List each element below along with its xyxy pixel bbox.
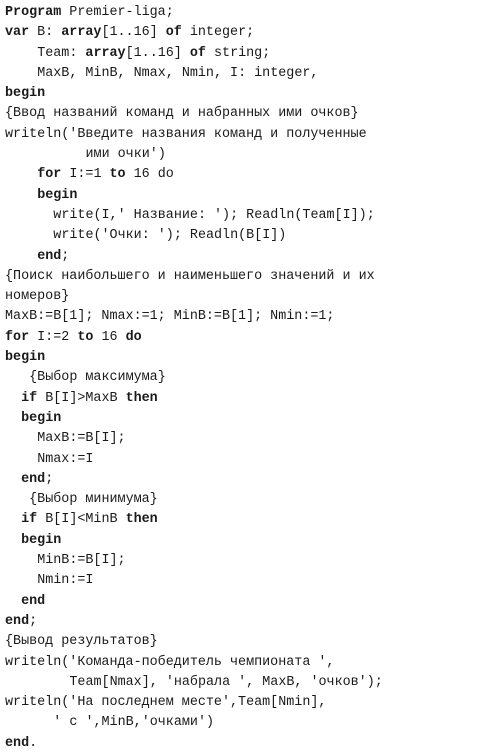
- code-line: [0, 510, 480, 530]
- code-text: MaxB:=B[I];: [37, 431, 126, 447]
- code-line: [0, 64, 480, 84]
- code-text: integer;: [181, 25, 255, 41]
- code-line: [0, 44, 480, 64]
- code-line: [0, 612, 480, 632]
- code-keyword: end: [37, 248, 62, 264]
- code-text: MaxB, MinB, Nmax, Nmin, I: integer,: [37, 65, 319, 81]
- code-line: [0, 693, 480, 713]
- code-text: [1..16]: [125, 45, 190, 61]
- code-keyword: end: [5, 735, 30, 751]
- code-line: [0, 734, 480, 754]
- code-line: [0, 632, 480, 652]
- code-text: write(I,' Название: '); Readln(Team[I]);: [53, 207, 375, 223]
- code-keyword: of: [189, 45, 206, 61]
- code-text: ;: [45, 471, 54, 487]
- code-keyword: Program: [5, 5, 62, 20]
- code-keyword: begin: [5, 86, 46, 102]
- code-line: [0, 125, 480, 145]
- code-text: MaxB:=B[1]; Nmax:=1; MinB:=B[1]; Nmin:=1;: [5, 309, 335, 325]
- code-line: [0, 571, 480, 591]
- code-keyword: to: [77, 329, 94, 345]
- code-text: {Выбор максимума}: [29, 370, 166, 386]
- code-keyword: end: [5, 613, 30, 629]
- code-keyword: of: [165, 25, 182, 41]
- code-text: Nmin:=I: [37, 573, 94, 589]
- code-text: .: [29, 735, 38, 751]
- code-text: [1..16]: [101, 25, 166, 41]
- code-text: номеров}: [5, 289, 70, 305]
- code-line: [0, 531, 480, 551]
- code-text: Team:: [37, 45, 86, 61]
- code-line: [0, 104, 480, 124]
- code-text: {Поиск наибольшего и наименьшего значений и их: [5, 268, 375, 284]
- code-line: [0, 673, 480, 693]
- code-text: ;: [61, 248, 70, 264]
- code-keyword: var: [5, 25, 30, 41]
- code-line: [0, 267, 480, 287]
- code-keyword: array: [61, 25, 102, 41]
- code-keyword: for: [37, 167, 62, 183]
- code-line: [0, 389, 480, 409]
- code-keyword: do: [125, 329, 142, 345]
- code-keyword: begin: [21, 532, 62, 548]
- code-line: [0, 23, 480, 43]
- code-text: {Вывод результатов}: [5, 634, 158, 650]
- code-keyword: begin: [37, 187, 78, 203]
- code-text: writeln('На последнем месте',Team[Nmin],: [5, 695, 327, 711]
- code-text: I:=2: [29, 329, 78, 345]
- code-line: [0, 247, 480, 267]
- code-line: [0, 592, 480, 612]
- code-line: [0, 713, 480, 733]
- code-text: Team[Nmax], 'набрала ', MaxB, 'очков');: [69, 674, 383, 690]
- code-text: ;: [29, 613, 38, 629]
- code-keyword: end: [21, 471, 46, 487]
- code-text: {Выбор минимума}: [29, 492, 158, 508]
- code-line: [0, 84, 480, 104]
- code-text: Nmax:=I: [37, 451, 94, 467]
- code-text: write('Очки: '); Readln(B[I]): [53, 228, 287, 244]
- code-keyword: to: [109, 167, 126, 183]
- code-line: [0, 490, 480, 510]
- code-keyword: array: [85, 45, 126, 61]
- code-line: [0, 145, 480, 165]
- code-line: [0, 348, 480, 368]
- code-keyword: for: [5, 329, 30, 345]
- code-text: B[I]>MaxB: [37, 390, 126, 406]
- code-line: [0, 409, 480, 429]
- code-line: [0, 429, 480, 449]
- code-text: string;: [205, 45, 271, 61]
- code-text: ими очки'): [85, 147, 166, 163]
- code-keyword: then: [125, 512, 158, 528]
- code-text: MinB:=B[I];: [37, 553, 126, 569]
- code-line: [0, 287, 480, 307]
- code-line: [0, 328, 480, 348]
- code-text: writeln('Введите названия команд и полученные: [5, 126, 367, 142]
- code-line: [0, 470, 480, 490]
- code-line: [0, 165, 480, 185]
- code-line: [0, 551, 480, 571]
- code-keyword: then: [125, 390, 158, 406]
- code-line: [0, 653, 480, 673]
- code-line: [0, 226, 480, 246]
- code-line: [0, 368, 480, 388]
- code-line: [0, 450, 480, 470]
- code-text: 16 do: [125, 167, 174, 183]
- code-text: ' с ',MinB,'очками'): [53, 715, 215, 731]
- code-line: [0, 206, 480, 226]
- code-keyword: if: [21, 390, 38, 406]
- code-text: Premier-liga;: [61, 5, 174, 20]
- code-keyword: if: [21, 512, 38, 528]
- code-keyword: end: [21, 593, 46, 609]
- code-line: [0, 307, 480, 327]
- code-text: {Ввод названий команд и набранных ими очков}: [5, 106, 359, 122]
- code-text: I:=1: [61, 167, 110, 183]
- code-line: [0, 3, 480, 23]
- code-keyword: begin: [21, 410, 62, 426]
- code-text: B[I]<MinB: [37, 512, 126, 528]
- code-text: writeln('Команда-победитель чемпионата ',: [5, 654, 335, 670]
- code-line: [0, 186, 480, 206]
- code-text: 16: [93, 329, 126, 345]
- code-text: B:: [29, 25, 62, 41]
- code-keyword: begin: [5, 350, 46, 366]
